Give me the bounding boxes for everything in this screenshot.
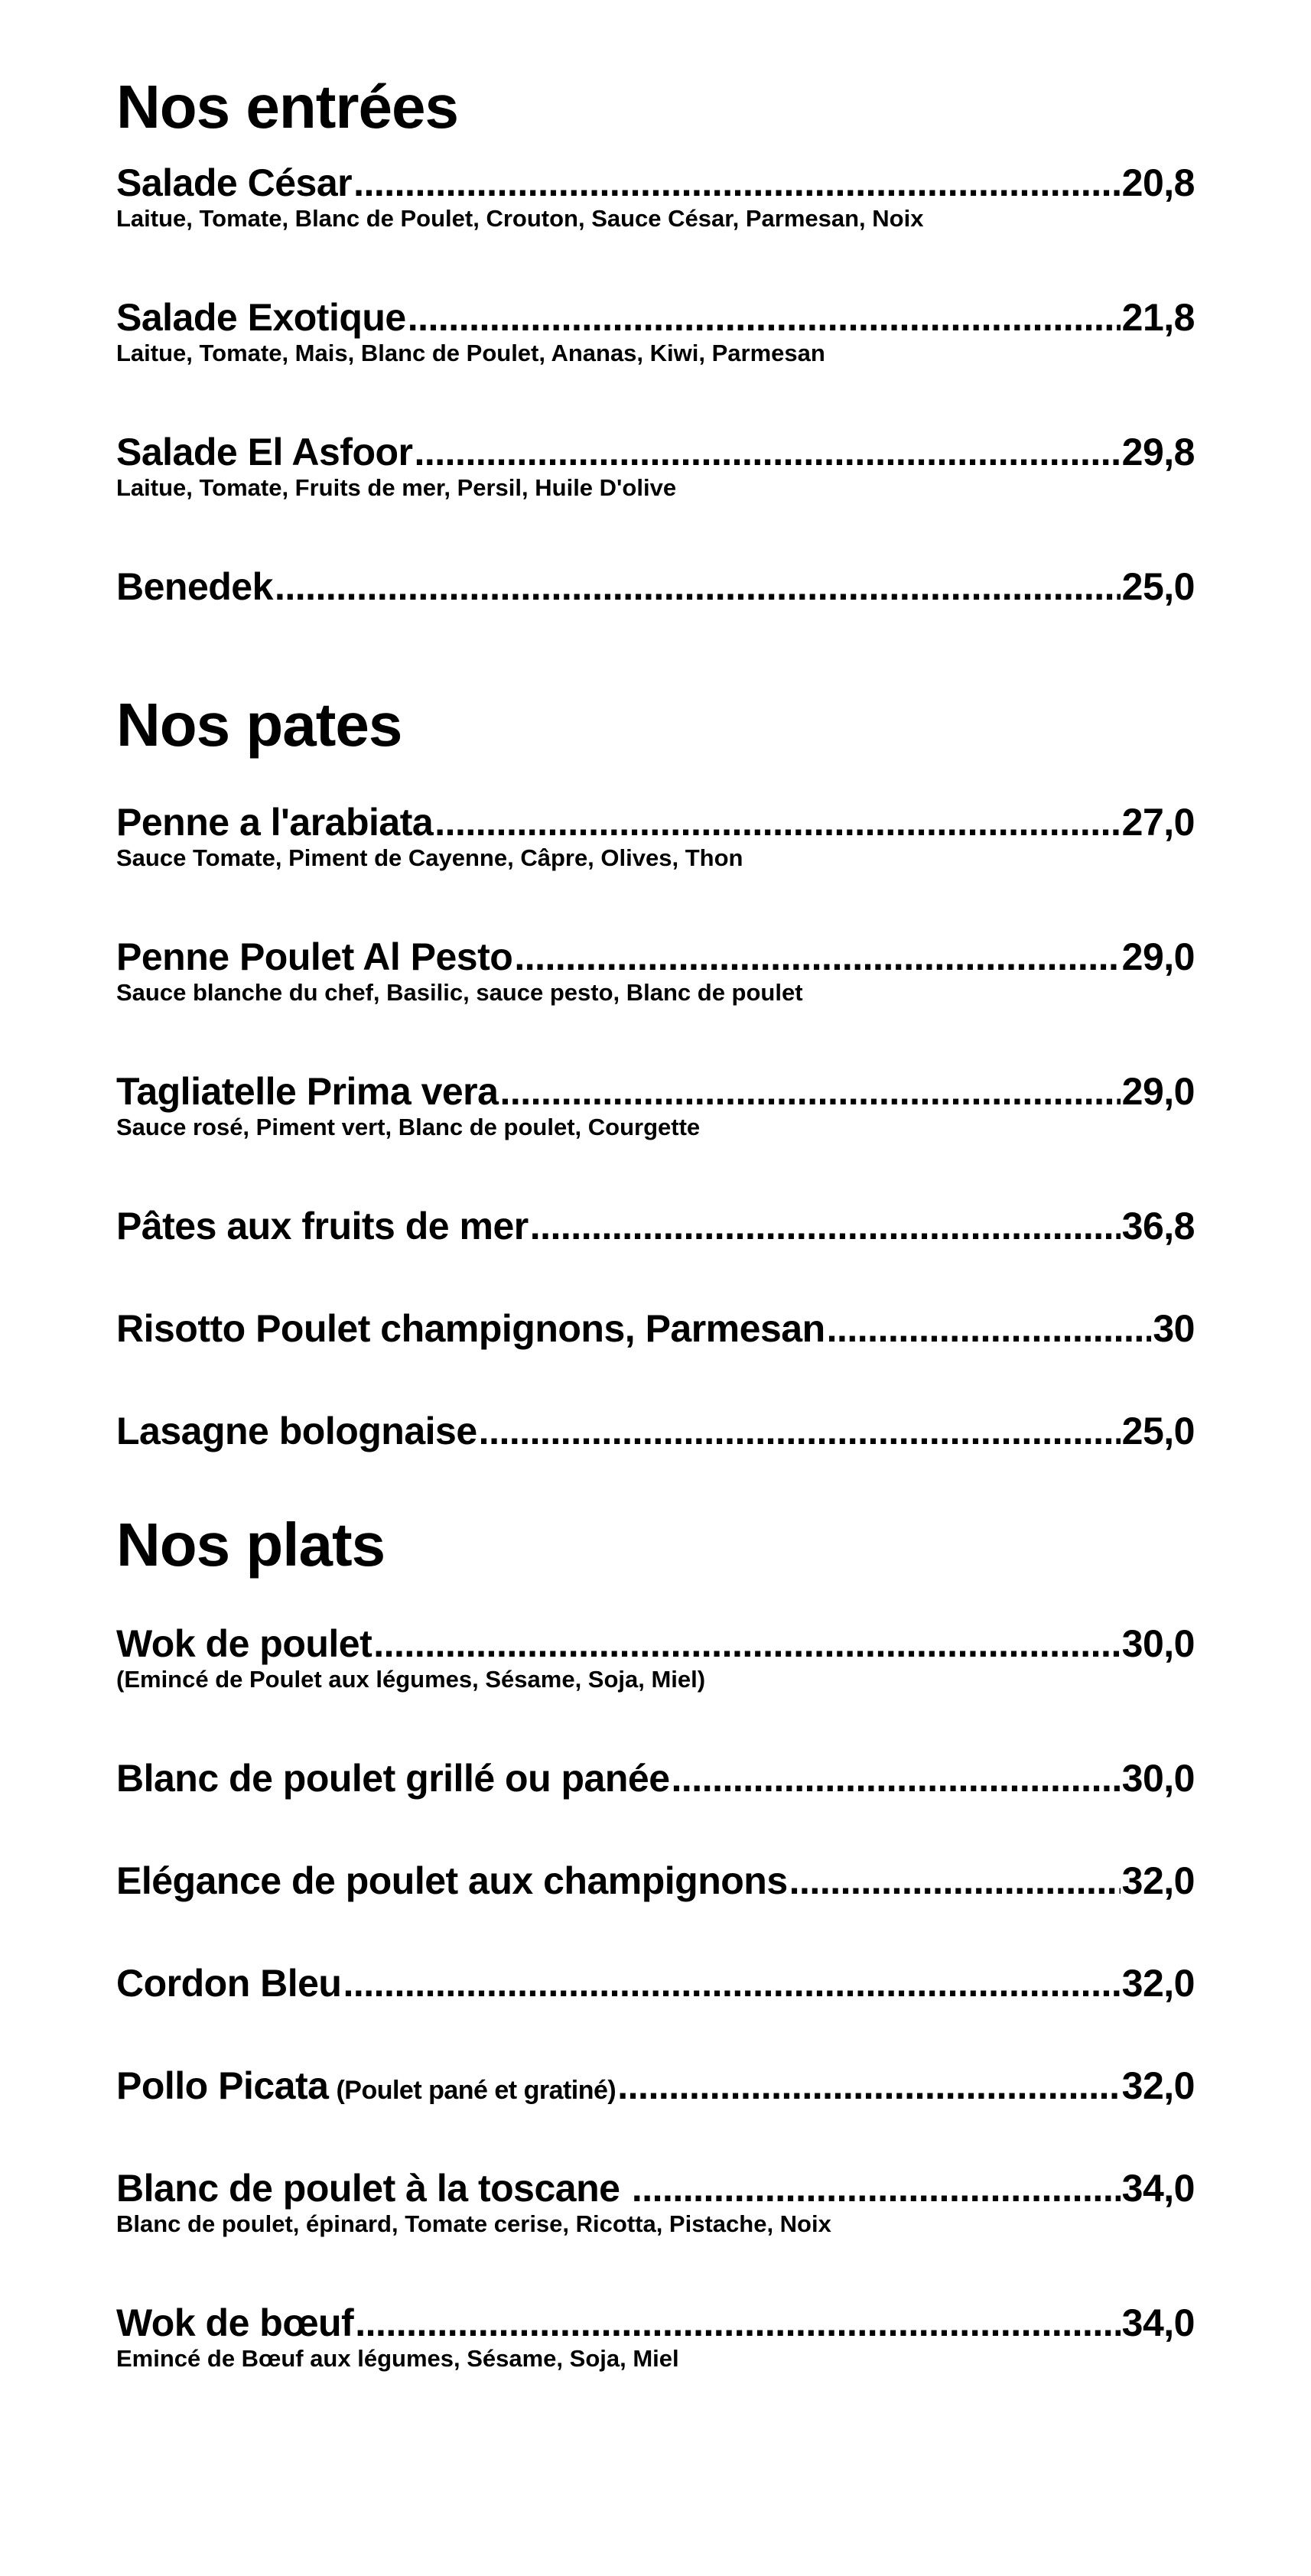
item-name: Benedek [116,565,273,608]
dot-leader [414,433,1120,471]
menu-item-tagliatelle [116,1072,1195,1139]
menu-item-penne-pesto [116,935,1195,1006]
item-price: 36,8 [1121,1205,1195,1247]
item-price: 34,0 [1121,2301,1195,2344]
item-description: Laitue, Tomate, Blanc de Poulet, Crouton, Sauce César, Parmesan, Noix [116,205,924,232]
item-name: Salade Exotique [116,296,406,339]
item-price: 34,0 [1121,2167,1195,2210]
dot-leader [530,1207,1121,1245]
item-price: 30,0 [1121,1757,1195,1800]
item-name: Pollo Picata [116,2064,329,2107]
menu-item-wok-poulet [116,1622,1195,1693]
menu-item-wok-boeuf [116,2301,1195,2372]
item-name: Penne a l'arabiata [116,801,434,844]
item-price: 30 [1153,1307,1195,1350]
item-name: Penne Poulet Al Pesto [116,935,513,978]
dot-leader [479,1412,1121,1450]
item-name: Blanc de poulet à la toscane [116,2167,630,2210]
item-name: Wok de bœuf [116,2301,354,2344]
item-name: Tagliatelle Prima vera [116,1070,499,1113]
menu-item-lasagne [116,1412,1195,1450]
item-price: 21,8 [1121,296,1195,339]
dot-leader [827,1309,1152,1348]
dot-leader [617,2067,1120,2105]
item-name: Risotto Poulet champignons, Parmesan [116,1307,825,1350]
section-title-pates: Nos pates [116,691,402,759]
item-price: 32,0 [1121,1962,1195,2005]
dot-leader [632,2169,1121,2207]
menu-item-pollo-picata [116,2064,1195,2107]
menu-item-risotto [116,1309,1195,1348]
item-name: Wok de poulet [116,1622,372,1665]
item-name: Salade César [116,161,353,204]
dot-leader [499,1072,1120,1111]
menu-item-cordon-bleu [116,1962,1195,2005]
item-description: Laitue, Tomate, Fruits de mer, Persil, Huile D'olive [116,474,677,501]
item-price: 29,0 [1121,1070,1195,1113]
item-name: Cordon Bleu [116,1962,342,2005]
item-name: Pâtes aux fruits de mer [116,1205,529,1247]
menu-item-blanc-poulet-grille [116,1757,1195,1800]
menu-item-salade-exotique [116,298,1195,365]
item-description: Laitue, Tomate, Mais, Blanc de Poulet, Ananas, Kiwi, Parmesan [116,340,825,366]
item-name: Blanc de poulet grillé ou panée [116,1757,670,1800]
menu-item-poulet-toscane [116,2169,1195,2236]
item-price: 29,8 [1121,431,1195,473]
item-name: Lasagne bolognaise [116,1410,477,1452]
item-description: (Emincé de Poulet aux légumes, Sésame, Soja, Miel) [116,1666,706,1693]
item-price: 27,0 [1121,801,1195,844]
menu-item-pates-fruits-de-mer [116,1207,1195,1245]
dot-leader [353,164,1121,202]
item-price: 30,0 [1121,1622,1195,1665]
dot-leader [434,803,1120,841]
dot-leader [275,568,1121,606]
item-price: 32,0 [1121,1859,1195,1902]
item-note: (Poulet pané et gratiné) [336,2076,616,2105]
item-description: Sauce Tomate, Piment de Cayenne, Câpre, Olives, Thon [116,844,743,871]
dot-leader [514,938,1120,976]
item-price: 20,8 [1121,161,1195,204]
item-name: Salade El Asfoor [116,431,413,473]
menu-item-salade-el-asfoor [116,433,1195,499]
item-description: Blanc de poulet, épinard, Tomate cerise, Ricotta, Pistache, Noix [116,2210,831,2237]
menu-item-elegance-poulet [116,1859,1195,1902]
item-price: 32,0 [1121,2064,1195,2107]
item-name: Elégance de poulet aux champignons [116,1859,788,1902]
item-price: 25,0 [1121,565,1195,608]
item-price: 25,0 [1121,1410,1195,1452]
item-price: 29,0 [1121,935,1195,978]
item-description: Sauce rosé, Piment vert, Blanc de poulet, Courgette [116,1114,701,1140]
dot-leader [408,298,1121,337]
dot-leader [672,1759,1121,1797]
item-description: Emincé de Bœuf aux légumes, Sésame, Soja, Miel [116,2345,679,2372]
dot-leader [343,1964,1120,2002]
dot-leader [355,2304,1120,2342]
item-description: Sauce blanche du chef, Basilic, sauce pesto, Blanc de poulet [116,979,803,1006]
menu-item-penne-arabiata [116,803,1195,870]
section-title-entrees: Nos entrées [116,73,458,141]
dot-leader [373,1625,1120,1663]
menu-item-benedek [116,565,1195,608]
menu-item-salade-cesar [116,161,1195,232]
dot-leader [789,1862,1121,1900]
section-title-plats: Nos plats [116,1511,385,1579]
